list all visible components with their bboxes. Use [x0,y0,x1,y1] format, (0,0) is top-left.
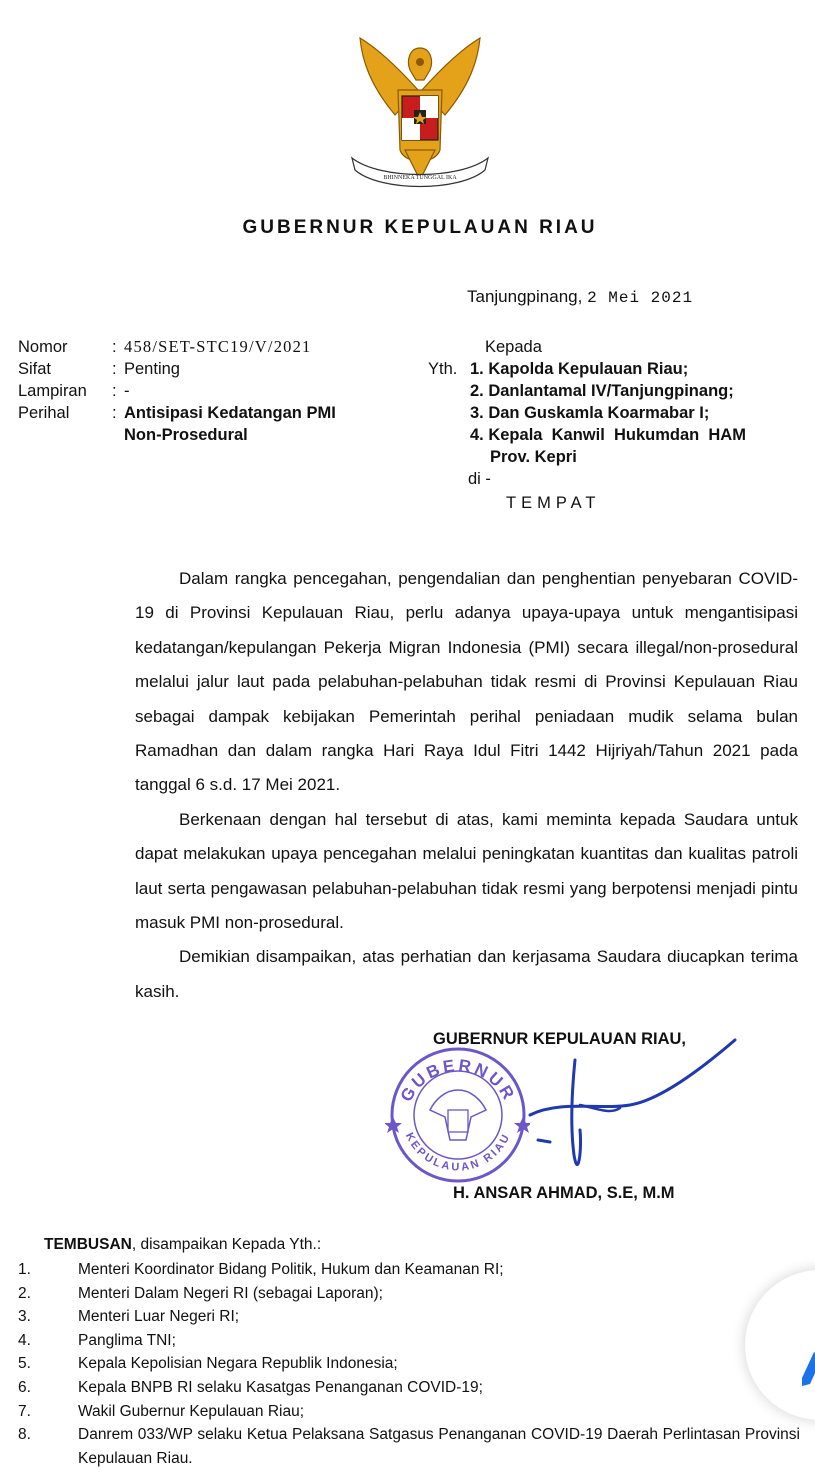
tembusan-heading-rest: , disampaikan Kepada Yth.: [131,1236,322,1253]
meta-label: Perihal [18,404,70,422]
place-text: Tanjungpinang, [467,287,583,306]
list-item: 8. Danrem 033/WP selaku Ketua Pelaksana Satgasus Penanganan COVID-19 Daerah Perlintasan Provinsi Kepulauan Riau. [18,1426,800,1467]
meta-value: - [124,382,130,400]
tempat-label: TEMPAT [506,494,601,512]
letterhead-title: GUBERNUR KEPULAUAN RIAU [242,217,598,238]
meta-row-lampiran: Lampiran : - [18,382,130,400]
tembusan-heading-bold: TEMBUSAN [44,1236,132,1253]
meta-row-perihal-cont [0,424,470,446]
meta-label: Sifat [18,360,52,378]
edit-pencil-icon[interactable] [800,1348,815,1388]
meta-value: 458/SET-STC19/V/2021 [124,337,312,356]
recipient-item: 2. Danlantamal IV/Tanjungpinang; [470,382,734,400]
letter-body [135,562,798,1009]
list-item: 5. Kepala Kepolisian Negara Republik Indonesia; [18,1355,398,1373]
handwritten-signature [520,1030,740,1190]
di-label: di - [468,470,491,488]
stamp-bottom-text: KEPULAUAN RIAU [402,1130,514,1174]
date-text: 2 Mei 2021 [587,289,694,307]
garuda-emblem-icon [340,30,500,200]
list-item: 6. Kepala BNPB RI selaku Kasatgas Penanganan COVID-19; [18,1378,483,1396]
letter-meta [0,336,470,456]
list-item: 3. Menteri Luar Negeri RI; [18,1308,240,1326]
meta-label: Nomor [18,338,68,356]
tembusan-list [18,1258,800,1470]
yth-label: Yth. [428,360,458,378]
body-paragraph: Dalam rangka pencegahan, pengendalian dan penghentian penyebaran COVID-19 di Provinsi Kepulauan Riau, perlu adanya upaya-upaya untuk mengantisipasi kedatangan/kepulangan Pekerja Migran Indonesia (PMI) secara illegal/non-prosedural melalui jalur laut pada pelabuhan-pelabuhan tidak resmi di Provinsi Kepulauan Riau sebagai dampak kebijakan Pemerintah perihal peniadaan mudik selama bulan Ramadhan dan dalam rangka Hari Raya Idul Fitri 1442 Hijriyah/Tahun 2021 pada tanggal 6 s.d. 17 Mei 2021. [135,569,798,795]
signatory-name: H. ANSAR AHMAD, S.E, M.M [453,1184,675,1202]
emblem-motto: BHINNEKA TUNGGAL IKA [383,175,457,181]
meta-value: Penting [124,360,180,378]
kepada-label: Kepada [485,338,542,356]
list-item: 7. Wakil Gubernur Kepulauan Riau; [18,1402,305,1420]
recipient-item-cont: Prov. Kepri [490,448,577,466]
list-item: 4. Panglima TNI; [18,1331,176,1349]
meta-row-nomor: Nomor : 458/SET-STC19/V/2021 [18,337,312,356]
stamp-top-text: GUBERNUR [396,1055,520,1105]
recipient-item: 4. Kepala Kanwil Hukumdan HAM [470,426,746,444]
body-paragraph: Demikian disampaikan, atas perhatian dan kerjasama Saudara diucapkan terima kasih. [135,947,798,1001]
body-paragraph: Berkenaan dengan hal tersebut di atas, kami meminta kepada Saudara untuk dapat melakukan upaya pencegahan melalui peningkatan kuantitas dan kualitas patroli laut serta pengawasan pelabuhan-pelabuhan tidak resmi yang berpotensi menjadi pintu masuk PMI non-prosedural. [135,809,798,933]
meta-row-perihal: Perihal : Antisipasi Kedatangan PMI [18,404,336,422]
place-date [467,287,693,307]
list-item: 2. Menteri Dalam Negeri RI (sebagai Laporan); [18,1284,383,1302]
signature-title: GUBERNUR KEPULAUAN RIAU, [433,1030,687,1048]
recipients-block [428,336,808,514]
meta-label: Lampiran [18,382,87,400]
list-item: 1. Menteri Koordinator Bidang Politik, Hukum dan Keamanan RI; [18,1261,504,1278]
meta-value: Antisipasi Kedatangan PMI [124,404,336,422]
official-stamp-icon [385,1035,530,1185]
recipient-item: 1. Kapolda Kepulauan Riau; [470,360,689,378]
recipient-item: 3. Dan Guskamla Koarmabar I; [470,404,710,422]
tembusan-heading [44,1236,321,1254]
meta-row-sifat: Sifat : Penting [18,360,180,378]
meta-value-cont: Non-Prosedural [124,426,248,444]
